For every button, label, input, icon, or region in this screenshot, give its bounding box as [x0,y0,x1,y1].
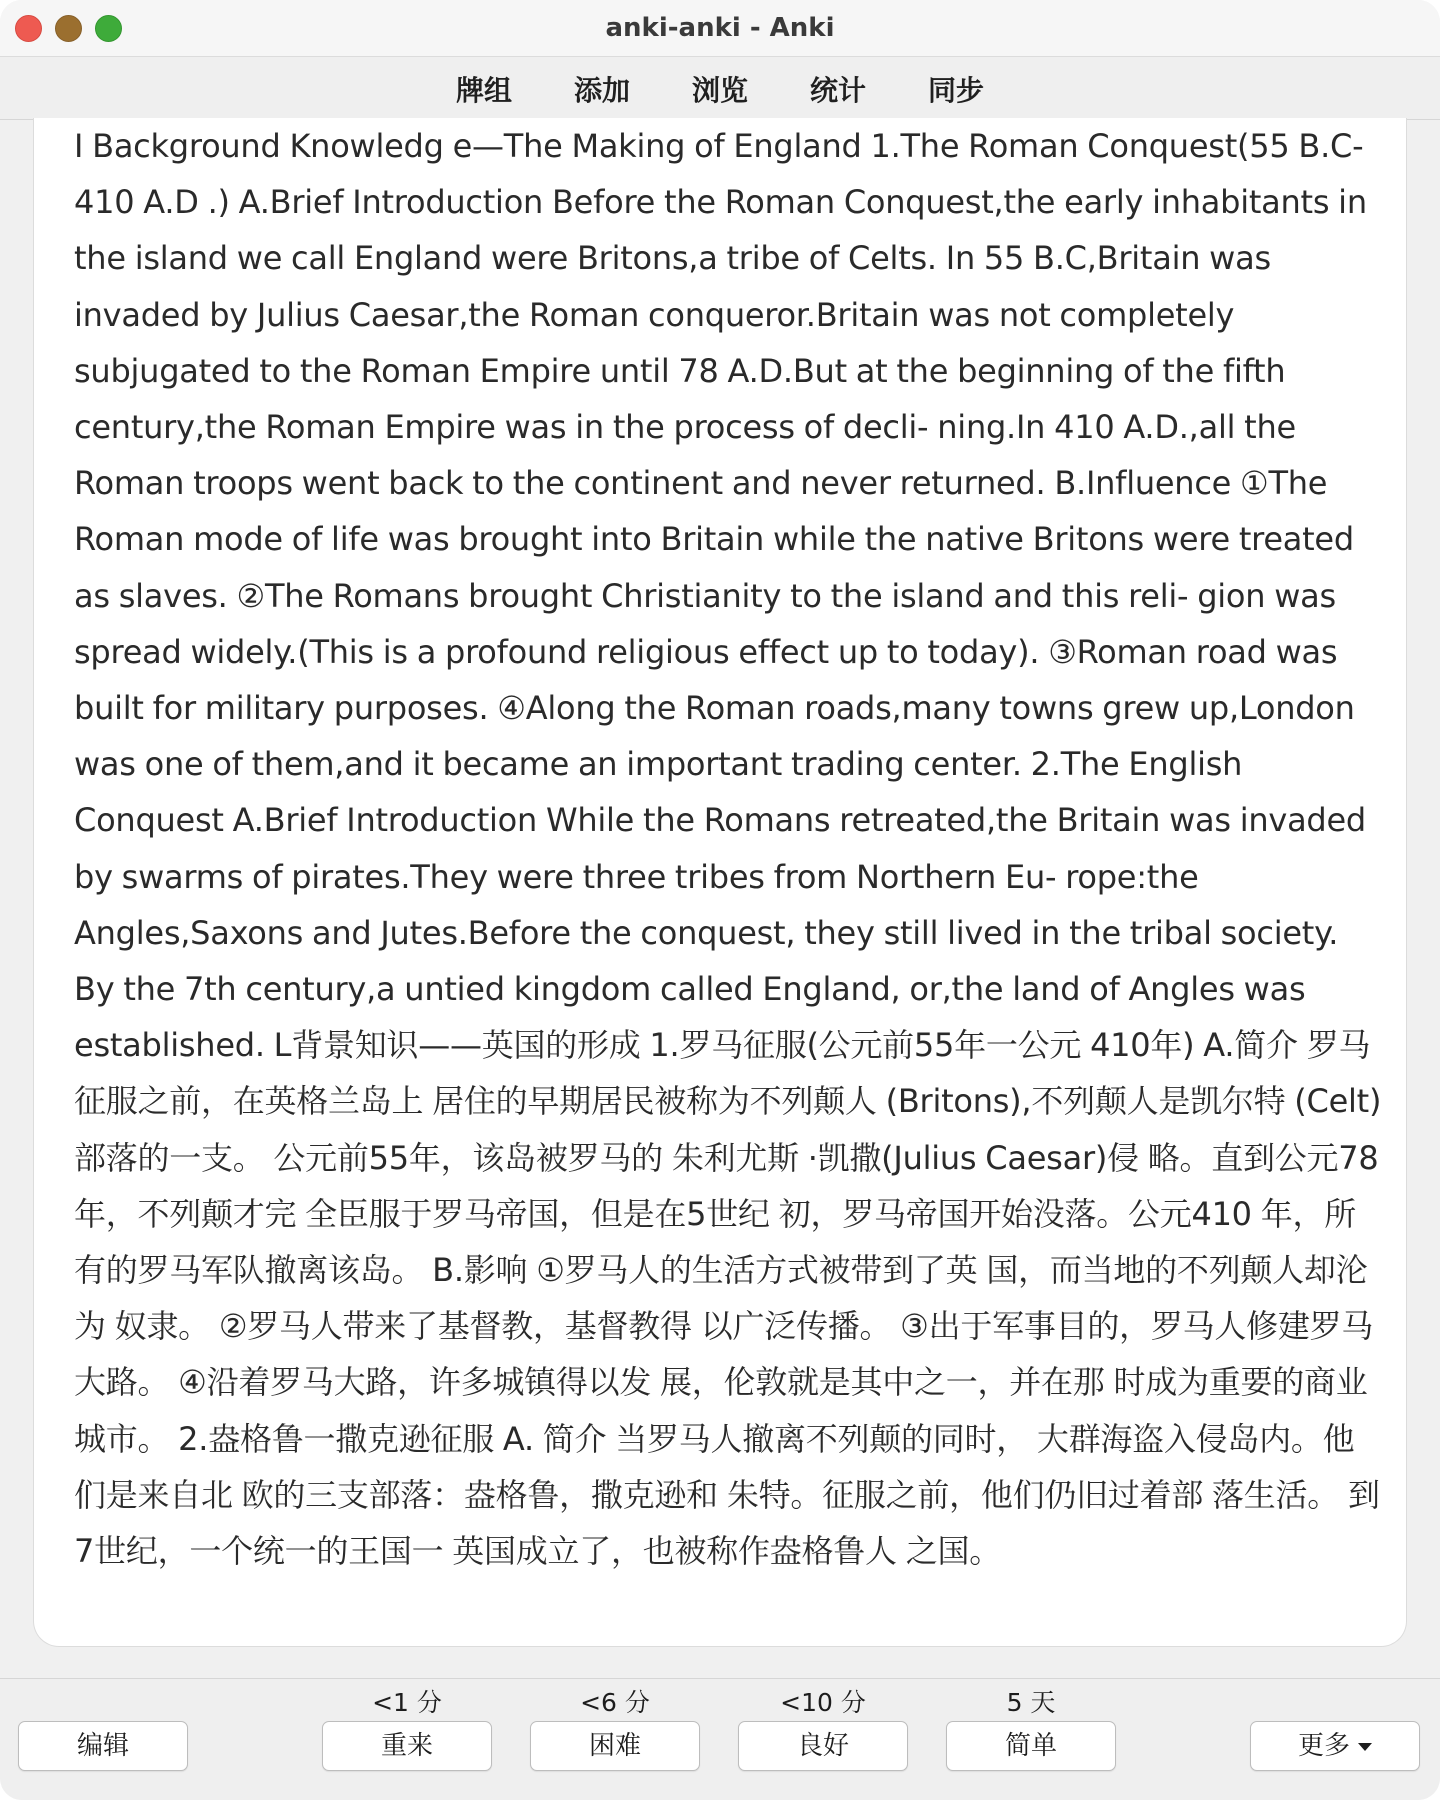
edit-button[interactable]: 编辑 [18,1721,188,1771]
toolbar-decks[interactable]: 牌组 [455,74,512,107]
hard-button[interactable]: 困难 [530,1721,700,1771]
more-button[interactable] [1250,1721,1420,1771]
again-interval-label: <1 分 [372,1688,442,1717]
easy-button[interactable]: 简单 [946,1721,1116,1771]
toolbar-add[interactable]: 添加 [573,74,630,107]
again-button[interactable]: 重来 [322,1721,492,1771]
easy-interval-label: 5 天 [1006,1688,1056,1717]
card-view[interactable] [33,118,1407,1647]
window-title: anki-anki - Anki [605,13,835,43]
toolbar-stats[interactable]: 统计 [810,74,867,107]
main-toolbar [0,56,1440,120]
toolbar-browse[interactable]: 浏览 [691,74,748,107]
more-button-label: 更多 [1297,1731,1350,1761]
good-button[interactable]: 良好 [738,1721,908,1771]
review-bottom-bar [0,1678,1440,1800]
good-interval-label: <10 分 [780,1688,866,1717]
hard-interval-label: <6 分 [580,1688,650,1717]
toolbar-sync[interactable]: 同步 [928,74,985,107]
title-bar [0,0,1440,56]
chevron-down-icon [1358,1743,1372,1751]
card-answer-text: I Background Knowledg e—The Making of England 1.The Roman Conquest(55 B.C-410 A.D .) A.Brief Introduction Before the Roman Conquest,the early inhabitants in the island we call England were Britons,a tribe of Celts. In 55 B.C,Britain was invaded by Julius Caesar,the Roman conqueror.Britain was not completely subjugated to the Roman Empire until 78 A.D.But at the beginning of the fifth century,the Roman Empire was in the process of decli- ning.In 410 A.D.,all the Roman troops went back to the continent and never returned. B.Influence ①The Roman mode of life was brought into Britain while the native Britons were treated as slaves. ②The Romans brought Christianity to the island and this reli- gion was spread widely.(This is a profound religious effect up to today). ③Roman road was built for military purposes. ④Along the Roman roads,many towns grew up,London was one of them,and it became an important trading center. 2.The English Conquest A.Brief Introduction While the Romans retreated,the Britain was invaded by swarms of pirates.They were three tribes from Northern Eu- rope:the Angles,Saxons and Jutes.Before the conquest, they still lived in the tribal society. By the 7th century,a untied kingdom called England, or,the land of Angles was established. L背景知识——英国的形成 1.罗马征服(公元前55年一公元 410年) A.简介 罗马征服之前，在英格兰岛上 居住的早期居民被称为不列颠人 (Britons),不列颠人是凯尔特 (Celt)部落的一支。 公元前55年，该岛被罗马的 朱利尤斯 ·凯撒(Julius Caesar)侵 略。直到公元78年，不列颠才完 全臣服于罗马帝国，但是在5世纪 初，罗马帝国开始没落。公元410 年，所有的罗马军队撤离该岛。 B.影响 ①罗马人的生活方式被带到了英 国，而当地的不列颠人却沦为 奴隶。 ②罗马人带来了基督教，基督教得 以广泛传播。 ③出于军事目的，罗马人修建罗马 大路。 ④沿着罗马大路，许多城镇得以发 展，伦敦就是其中之一，并在那 时成为重要的商业城市。 2.盎格鲁一撒克逊征服 A. 简介 当罗马人撤离不列颠的同时， 大群海盗入侵岛内。他们是来自北 欧的三支部落：盎格鲁，撒克逊和 朱特。征服之前，他们仍旧过着部 落生活。 到7世纪，一个统一的王国一 英国成立了，也被称作盎格鲁人 之国。 [74,127,1382,1571]
